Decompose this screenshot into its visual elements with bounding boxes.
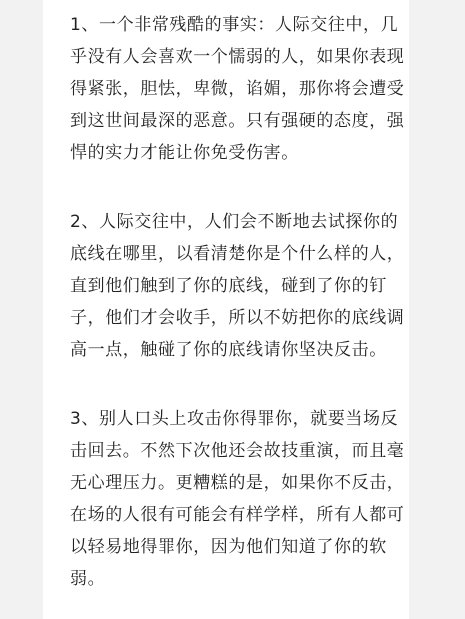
text-line: 得紧张，胆怯，卑微，谄媚，那你将会遭受 <box>70 79 405 99</box>
paragraph-3 <box>70 403 409 595</box>
text-line: 在场的人很有可能会有样学样，所有人都可 <box>70 505 405 525</box>
text-line: 悍的实力才能让你免受伤害。 <box>70 143 299 163</box>
text-line: 到这世间最深的恶意。只有强硬的态度，强 <box>70 111 405 131</box>
paragraph-2 <box>70 206 409 366</box>
text-line: 无心理压力。更糟糕的是，如果你不反击， <box>70 473 405 493</box>
text-line: 直到他们触到了你的底线，碰到了你的钉 <box>70 276 387 296</box>
text-line: 子，他们才会收手，所以不妨把你的底线调 <box>70 308 405 328</box>
text-line: 高一点，触碰了你的底线请你坚决反击。 <box>70 340 387 360</box>
article-page <box>43 0 409 619</box>
text-line: 击回去。不然下次他还会故技重演，而且毫 <box>70 441 405 461</box>
text-line: 3、别人口头上攻击你得罪你，就要当场反 <box>70 409 399 429</box>
text-line: 底线在哪里，以看清楚你是个什么样的人， <box>70 244 405 264</box>
text-line: 2、人际交往中，人们会不断地去试探你的 <box>70 212 399 232</box>
text-line: 1、一个非常残酷的事实：人际交往中，几 <box>70 15 399 35</box>
paragraph-1 <box>70 9 409 169</box>
text-line: 以轻易地得罪你，因为他们知道了你的软 <box>70 537 387 557</box>
text-line: 乎没有人会喜欢一个懦弱的人，如果你表现 <box>70 47 405 67</box>
text-line: 弱。 <box>70 569 106 589</box>
